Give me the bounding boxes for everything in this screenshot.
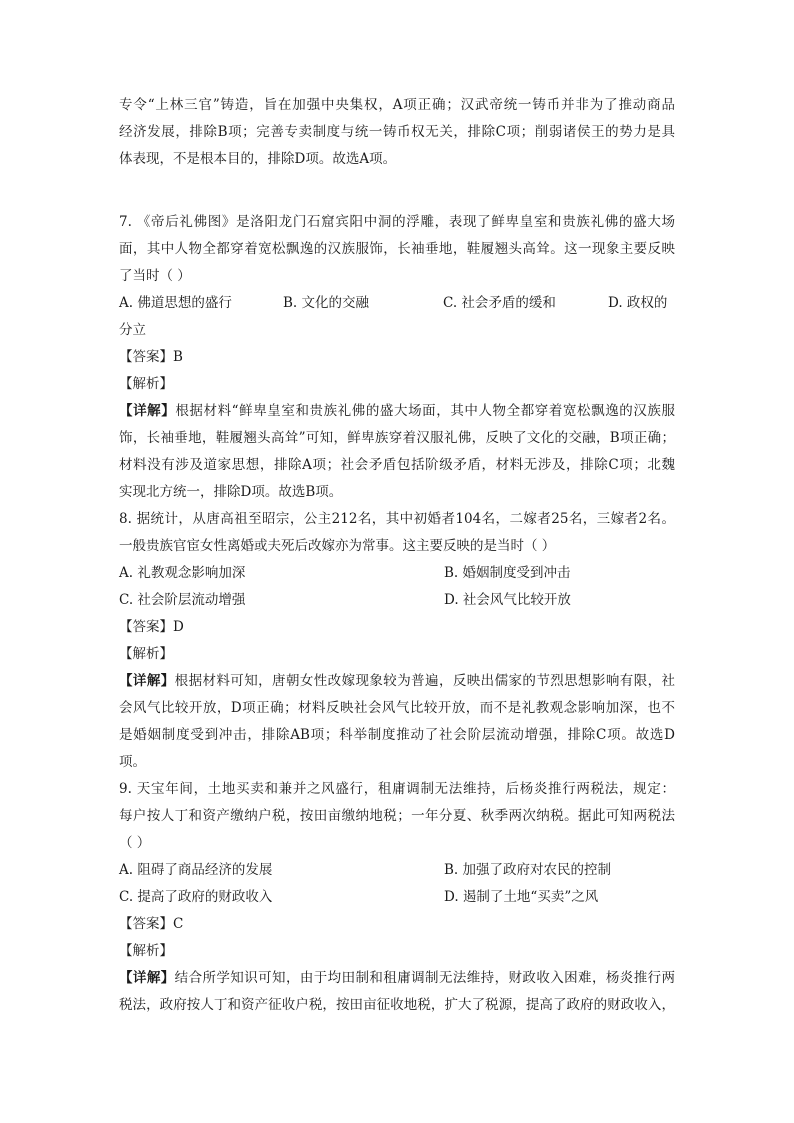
- q7-option-c: C. 社会矛盾的缓和: [443, 295, 556, 311]
- q9-detail-line: 税法，政府按人丁和资产征收户税，按田亩征收地税，扩大了税源，提高了政府的财政收入，: [119, 997, 675, 1013]
- q6-analysis-line: 经济发展，排除B项；完善专卖制度与统一铸币权无关，排除C项；削弱诸侯王的势力是具: [119, 124, 675, 140]
- q7-detail-line: 实现北方统一，排除D项。故选B项。: [119, 484, 343, 500]
- q9-detail-line: [119, 965, 675, 992]
- q9-option-b: B. 加强了政府对农民的控制: [444, 862, 612, 878]
- q9-option-a: A. 阻碍了商品经济的发展: [119, 862, 273, 878]
- q7-detail-line: [119, 398, 675, 425]
- q9-options-row: [119, 884, 675, 911]
- q8-detail-line: 是婚姻制度受到冲击，排除AB项；科举制度推动了社会阶层流动增强，排除C项。故选D: [119, 727, 675, 743]
- q8-detail-line: 会风气比较开放，D项正确；材料反映社会风气比较开放，而不是礼教观念影响加深，也不: [119, 700, 675, 716]
- q9-options-row: [119, 857, 675, 884]
- document-page: [119, 92, 675, 1019]
- q7-detail-tag: 【详解】: [119, 403, 176, 419]
- q9-option-c: C. 提高了政府的财政收入: [119, 889, 273, 905]
- q7-option-b: B. 文化的交融: [283, 295, 370, 311]
- q7-detail-text: 根据材料“鲜卑皇室和贵族礼佛的盛大场面，其中人物全都穿着宽松飘逸的汉族服: [175, 403, 675, 419]
- q7-detail-line: 材料没有涉及道家思想，排除A项；社会矛盾包括阶级矛盾，材料无涉及，排除C项；北魏: [119, 457, 675, 473]
- q7-options: [119, 290, 675, 317]
- q9-analysis-label: 【解析】: [119, 943, 173, 959]
- q7-stem-line: 了当时（ ）: [119, 268, 191, 284]
- q8-stem-line: 8. 据统计，从唐高祖至昭宗，公主212名，其中初婚者104名，二嫁者25名，三嫁者2名。: [119, 511, 675, 527]
- q7-stem-line: 7. 《帝后礼佛图》是洛阳龙门石窟宾阳中洞的浮雕，表现了鲜卑皇室和贵族礼佛的盛大场: [119, 214, 675, 230]
- q8-stem-line: 一般贵族官宦女性离婚或夫死后改嫁亦为常事。这主要反映的是当时（ ）: [119, 538, 556, 554]
- q9-detail-text: 结合所学知识可知，由于均田制和租庸调制无法维持，财政收入困难，杨炎推行两: [174, 970, 675, 986]
- q8-detail-line: [119, 668, 675, 695]
- q7-option-a: A. 佛道思想的盛行: [119, 295, 232, 311]
- q9-stem-line: （ ）: [119, 835, 151, 851]
- q8-answer: 【答案】D: [119, 619, 184, 635]
- q6-analysis-line: 专令“上林三官”铸造，旨在加强中央集权，A项正确；汉武帝统一铸币并非为了推动商品: [119, 97, 675, 113]
- q7-analysis-label: 【解析】: [119, 376, 173, 392]
- q7-answer: 【答案】B: [119, 349, 183, 365]
- q7-detail-line: 饰，长袖垂地，鞋履翘头高耸”可知，鲜卑族穿着汉服礼佛，反映了文化的交融，B项正确；: [119, 430, 675, 446]
- q7-option-d: D. 政权的: [608, 295, 668, 311]
- q9-option-d: D. 遏制了土地“买卖”之风: [444, 889, 599, 905]
- q6-analysis-line: 体表现，不是根本目的，排除D项。故选A项。: [119, 151, 397, 167]
- q8-option-a: A. 礼教观念影响加深: [119, 565, 246, 581]
- q8-detail-line: 项。: [119, 754, 146, 770]
- q9-detail-tag: 【详解】: [119, 970, 175, 986]
- q8-detail-text: 根据材料可知，唐朝女性改嫁现象较为普遍，反映出儒家的节烈思想影响有限，社: [174, 673, 675, 689]
- q7-stem-line: 面，其中人物全都穿着宽松飘逸的汉族服饰，长袖垂地，鞋履翘头高耸。这一现象主要反映: [119, 241, 675, 257]
- q8-options-row: [119, 587, 675, 614]
- q8-option-d: D. 社会风气比较开放: [444, 592, 571, 608]
- q9-answer: 【答案】C: [119, 916, 184, 932]
- q9-stem-line: 每户按人丁和资产缴纳户税，按田亩缴纳地税；一年分夏、秋季两次纳税。据此可知两税法: [119, 808, 675, 824]
- q8-option-b: B. 婚姻制度受到冲击: [444, 565, 571, 581]
- q8-options-row: [119, 560, 675, 587]
- q8-analysis-label: 【解析】: [119, 646, 173, 662]
- q8-option-c: C. 社会阶层流动增强: [119, 592, 246, 608]
- q8-detail-tag: 【详解】: [119, 673, 175, 689]
- q7-option-d-wrap: 分立: [119, 322, 146, 338]
- q9-stem-line: 9. 天宝年间，土地买卖和兼并之风盛行，租庸调制无法维持，后杨炎推行两税法，规定：: [119, 781, 675, 797]
